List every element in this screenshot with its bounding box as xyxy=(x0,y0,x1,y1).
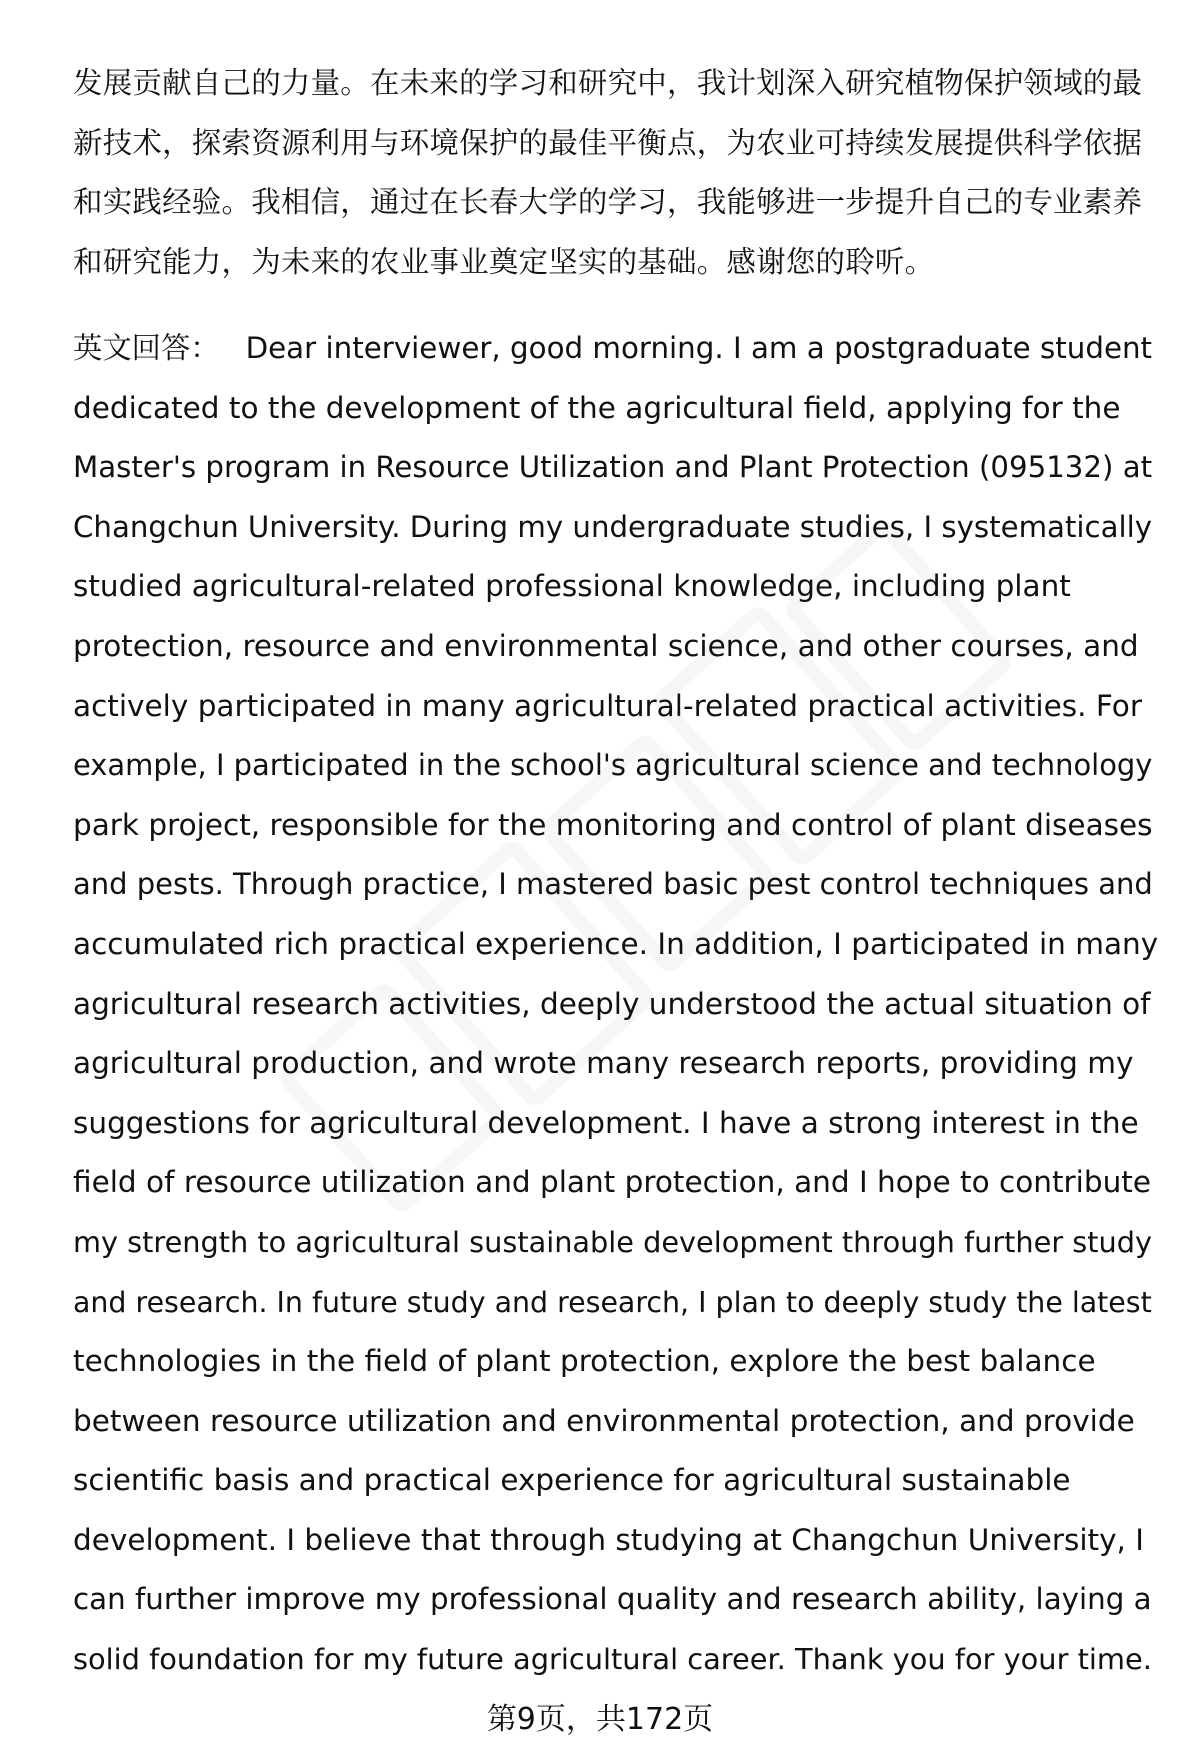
english-answer-paragraph xyxy=(73,319,1158,1690)
text-line: field of resource utilization and plant protection, and I hope to contribute xyxy=(73,1165,1152,1200)
text-line: development. I believe that through studying at Changchun University, I xyxy=(73,1522,1144,1557)
text-line: agricultural research activities, deeply understood the actual situation of xyxy=(73,986,1151,1021)
text-line: solid foundation for my future agricultural career. Thank you for your time. xyxy=(73,1642,1152,1677)
text-line: accumulated rich practical experience. In addition, I participated in many xyxy=(73,926,1159,961)
text-line: my strength to agricultural sustainable development through further study xyxy=(73,1224,1153,1259)
text-line: park project, responsible for the monitoring and control of plant diseases xyxy=(73,807,1153,842)
text-line: scientific basis and practical experience for agricultural sustainable xyxy=(73,1463,1071,1498)
text-line: suggestions for agricultural development. I have a strong interest in the xyxy=(73,1105,1139,1140)
text-line: actively participated in many agricultural-related practical activities. For xyxy=(73,688,1142,723)
english-answer-label: 英文回答： xyxy=(73,331,220,365)
text-line: between resource utilization and environmental protection, and provide xyxy=(73,1403,1135,1438)
text-line: 和研究能力，为未来的农业事业奠定坚实的基础。感谢您的聆听。 xyxy=(73,244,935,279)
text-line: example, I participated in the school's agricultural science and technology xyxy=(73,748,1153,783)
text-line: can further improve my professional quality and research ability, laying a xyxy=(73,1582,1152,1617)
text-line-content: Dear interviewer, good morning. I am a postgraduate student xyxy=(245,331,1153,365)
text-line: Changchun University. During my undergraduate studies, I systematically xyxy=(73,509,1153,544)
text-line: Master's program in Resource Utilization and Plant Protection (095132) at xyxy=(73,450,1153,485)
page-number-footer: 第9页，共172页 xyxy=(486,1702,714,1737)
text-line: protection, resource and environmental science, and other courses, and xyxy=(73,628,1139,663)
text-line: 发展贡献自己的力量。在未来的学习和研究中，我计划深入研究植物保护领域的最 xyxy=(73,66,1143,100)
text-line: 新技术，探索资源利用与环境保护的最佳平衡点，为农业可持续发展提供科学依据 xyxy=(73,125,1143,160)
text-line: and research. In future study and research, I plan to deeply study the latest xyxy=(73,1285,1152,1319)
text-line: studied agricultural-related professional knowledge, including plant xyxy=(73,569,1071,604)
chinese-answer-paragraph xyxy=(73,54,1158,292)
text-line: and pests. Through practice, I mastered basic pest control techniques and xyxy=(73,867,1153,902)
text-line: dedicated to the development of the agricultural field, applying for the xyxy=(73,390,1121,425)
text-line: technologies in the field of plant protection, explore the best balance xyxy=(73,1344,1096,1379)
text-line xyxy=(73,319,1158,379)
text-line: agricultural production, and wrote many research reports, providing my xyxy=(73,1046,1134,1081)
text-line: 和实践经验。我相信，通过在长春大学的学习，我能够进一步提升自己的专业素养 xyxy=(73,185,1143,219)
